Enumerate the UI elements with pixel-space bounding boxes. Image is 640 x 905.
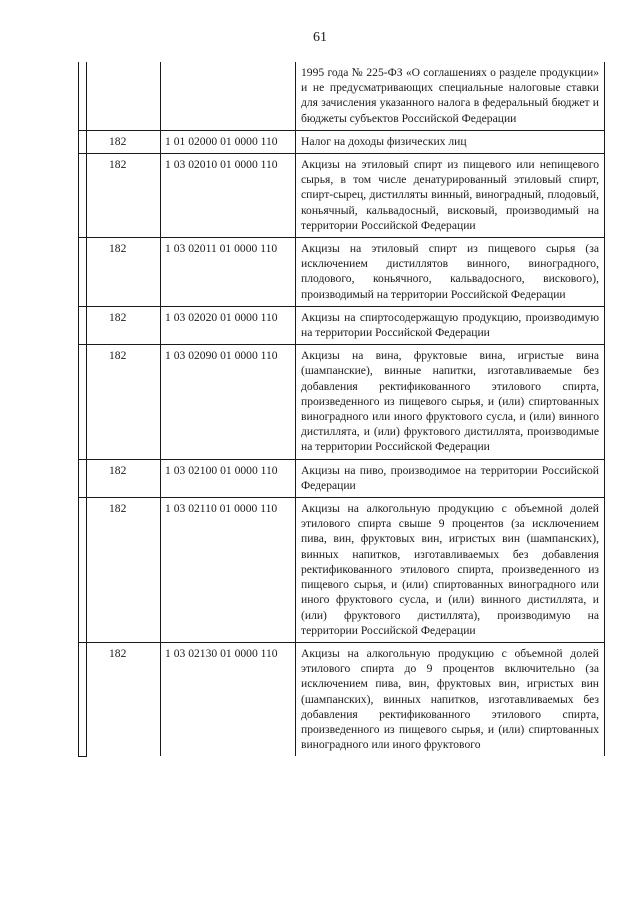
- budget-code-cell: 1 03 02100 01 0000 110: [161, 459, 296, 497]
- revenue-name-cell: Акцизы на спиртосодержащую продукцию, производимую на территории Российской Федерации: [296, 306, 605, 344]
- revenue-name-cell: 1995 года № 225-ФЗ «О соглашениях о разделе продукции» и не предусматривающих специальные налоговые ставки для зачисления указанного налога в федеральный бюджет и бюджеты субъектов Российской Федерации: [296, 62, 605, 130]
- budget-code-cell: [161, 62, 296, 130]
- table-row: [79, 345, 605, 459]
- admin-code-cell: 182: [87, 238, 161, 307]
- budget-code-cell: 1 03 02130 01 0000 110: [161, 642, 296, 756]
- margin-cell: [79, 130, 87, 153]
- table-row: [79, 130, 605, 153]
- margin-cell: [79, 238, 87, 307]
- revenue-name-cell: Акцизы на этиловый спирт из пищевого сырья (за исключением дистиллятов винного, виноградного, плодового, коньячного, кальвадосного, вискового), производимый на территории Российской Федерации: [296, 238, 605, 307]
- revenue-name-cell: Акцизы на этиловый спирт из пищевого или непищевого сырья, в том числе денатурированный этиловый спирт, спирт-сырец, дистилляты винный, виноградный, плодовый, коньячный, кальвадосный, висковый, производимый на территории Российской Федерации: [296, 154, 605, 238]
- margin-cell: [79, 498, 87, 643]
- admin-code-cell: 182: [87, 130, 161, 153]
- table-row: [79, 642, 605, 756]
- admin-code-cell: 182: [87, 459, 161, 497]
- table-row: [79, 498, 605, 643]
- revenue-name-cell: Акцизы на пиво, производимое на территории Российской Федерации: [296, 459, 605, 497]
- budget-code-cell: 1 01 02000 01 0000 110: [161, 130, 296, 153]
- margin-cell: [79, 459, 87, 497]
- budget-code-cell: 1 03 02090 01 0000 110: [161, 345, 296, 459]
- budget-code-cell: 1 03 02020 01 0000 110: [161, 306, 296, 344]
- margin-cell: [79, 306, 87, 344]
- admin-code-cell: 182: [87, 154, 161, 238]
- revenue-name-cell: Акцизы на вина, фруктовые вина, игристые вина (шампанские), винные напитки, изготавливаемые без добавления ректификованного этилового спирта, произведенного из пищевого сырья, и (или) спиртованных виноградного или иного фруктового сусла, и (или) винного дистиллята, и (или) фруктового дистиллята, производимые на территории Российской Федерации: [296, 345, 605, 459]
- admin-code-cell: 182: [87, 498, 161, 643]
- admin-code-cell: 182: [87, 642, 161, 756]
- budget-code-cell: 1 03 02010 01 0000 110: [161, 154, 296, 238]
- revenue-codes-table: [78, 62, 605, 757]
- margin-cell: [79, 345, 87, 459]
- revenue-name-cell: Налог на доходы физических лиц: [296, 130, 605, 153]
- budget-code-cell: 1 03 02011 01 0000 110: [161, 238, 296, 307]
- admin-code-cell: [87, 62, 161, 130]
- margin-cell: [79, 62, 87, 130]
- margin-cell: [79, 642, 87, 756]
- admin-code-cell: 182: [87, 306, 161, 344]
- table-row: [79, 154, 605, 238]
- margin-cell: [79, 154, 87, 238]
- budget-code-cell: 1 03 02110 01 0000 110: [161, 498, 296, 643]
- table-row: [79, 62, 605, 130]
- admin-code-cell: 182: [87, 345, 161, 459]
- table-row: [79, 238, 605, 307]
- table-row: [79, 306, 605, 344]
- revenue-name-cell: Акцизы на алкогольную продукцию с объемной долей этилового спирта до 9 процентов включительно (за исключением пива, вин, фруктовых вин, игристых вин (шампанских), винных напитков, изготавливаемых без добавления ректификованного этилового спирта, произведенного из пищевого сырья, и (или) спиртованных виноградного или иного фруктового: [296, 642, 605, 756]
- page-number: 61: [313, 30, 327, 45]
- revenue-name-cell: Акцизы на алкогольную продукцию с объемной долей этилового спирта свыше 9 процентов (за исключением пива, вин, фруктовых вин, игристых вин (шампанских), винных напитков, изготавливаемых без добавления ректификованного этилового спирта, произведенного из пищевого сырья, и (или) спиртованных виноградного или иного фруктового сусла, и (или) винного дистиллята, и (или) фруктового дистиллята), производимую на территории Российской Федерации: [296, 498, 605, 643]
- table-row: [79, 459, 605, 497]
